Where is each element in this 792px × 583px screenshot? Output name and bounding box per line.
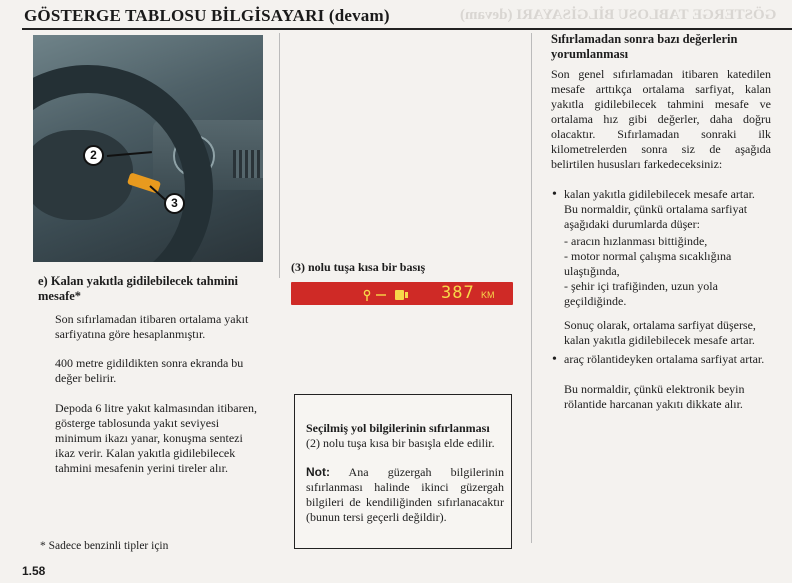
right-conclusion: Sonuç olarak, ortalama sarfiyat düşerse, kalan yakıtla gidilebilecek mesafe artar. [564, 318, 756, 347]
right-intro: Son genel sıfırlamadan itibaren katedilen mesafe arttıkça ortalama sarfiyat, kalan yakıtla gidilebilecek tahmini mesafe ve ortalama hız gibi değerler, daha doğru olacaktır. Sıfırlamadan sonraki ilk kilometrelerden sonra siz de aşağıda belirtilen hususları farkedeceksiniz: [551, 67, 771, 171]
callout-3: 3 [164, 193, 185, 214]
title-rule [22, 28, 792, 30]
bleed-through-text: GÖSTERGE TABLOSU BİLGİSAYARI (devam) [460, 7, 777, 23]
fuel-pump-icon [395, 290, 408, 300]
bullet-1-line1: kalan yakıtla gidilebilecek mesafe artar. [564, 187, 755, 201]
bullet-1-sub2: - motor normal çalışma sıcaklığına ulaştığında, [564, 249, 732, 278]
bullet-1-sub1: - aracın hızlanması bittiğinde, [564, 234, 708, 248]
bullet-1-line2: Bu normaldir, çünkü ortalama sarfiyat aşağıdaki durumlarda düşer: [564, 202, 748, 231]
bullet-dot: • [552, 352, 557, 367]
column-divider [279, 33, 280, 278]
section-title-e: e) Kalan yakıtla gidilebilecek tahmini mesafe* [38, 274, 239, 303]
display-icons [291, 282, 513, 305]
section-title-right: Sıfırlamadan sonra bazı değerlerin yorumlanması [551, 32, 738, 61]
dashboard-photo [33, 35, 263, 262]
page-title: GÖSTERGE TABLOSU BİLGİSAYARI (devam) [24, 6, 390, 25]
footnote: * Sadece benzinli tipler için [40, 540, 169, 552]
callout-2: 2 [83, 145, 104, 166]
column-divider [531, 33, 532, 543]
box-line: (2) nolu tuşa kısa bir basışla elde edilir. [306, 436, 495, 450]
left-para-2: 400 metre gidildikten sonra ekranda bu değer belirir. [55, 356, 244, 385]
dashboard-display [291, 282, 513, 305]
step-instruction: (3) nolu tuşa kısa bir basış [291, 260, 426, 274]
display-unit: KM [481, 290, 495, 300]
left-para-3: Depoda 6 litre yakıt kalmasından itibaren, gösterge tablosunda yakıt seviyesi minimum ikazı yanar, konuşma sentezi ikaz verir. Kalan yakıtla gidilebilecek tahmini mesafenin yerini tireler alır. [55, 401, 257, 475]
key-icon [364, 290, 369, 301]
box-note [306, 465, 504, 525]
steering-wheel [33, 65, 213, 262]
page-number: 1.58 [22, 564, 46, 578]
note-text: Ana güzergah bilgilerinin sıfırlanması halinde ikinci güzergah bilgileri de kendiliğinden sıfırlanacaktır (bunun tersi geçerli değildir). [306, 465, 504, 524]
bullet-1-sub3: - şehir içi trafiğinden, uzun yola geçildiğinde. [564, 279, 718, 308]
display-value: 387 [441, 283, 475, 303]
bullet-2-line2: Bu normaldir, çünkü elektronik beyin rölantide harcanan yakıtı dikkate alır. [564, 382, 745, 411]
box-title: Seçilmiş yol bilgilerinin sıfırlanması [306, 421, 490, 435]
note-label: Not: [306, 465, 330, 479]
bullet-2-line1: araç rölantideyken ortalama sarfiyat artar. [564, 352, 765, 366]
left-para-1: Son sıfırlamadan itibaren ortalama yakıt sarfiyatına göre hesaplanmıştır. [55, 312, 249, 341]
air-vent [233, 150, 263, 178]
bullet-dot: • [552, 187, 557, 202]
reset-info-box [294, 394, 512, 549]
